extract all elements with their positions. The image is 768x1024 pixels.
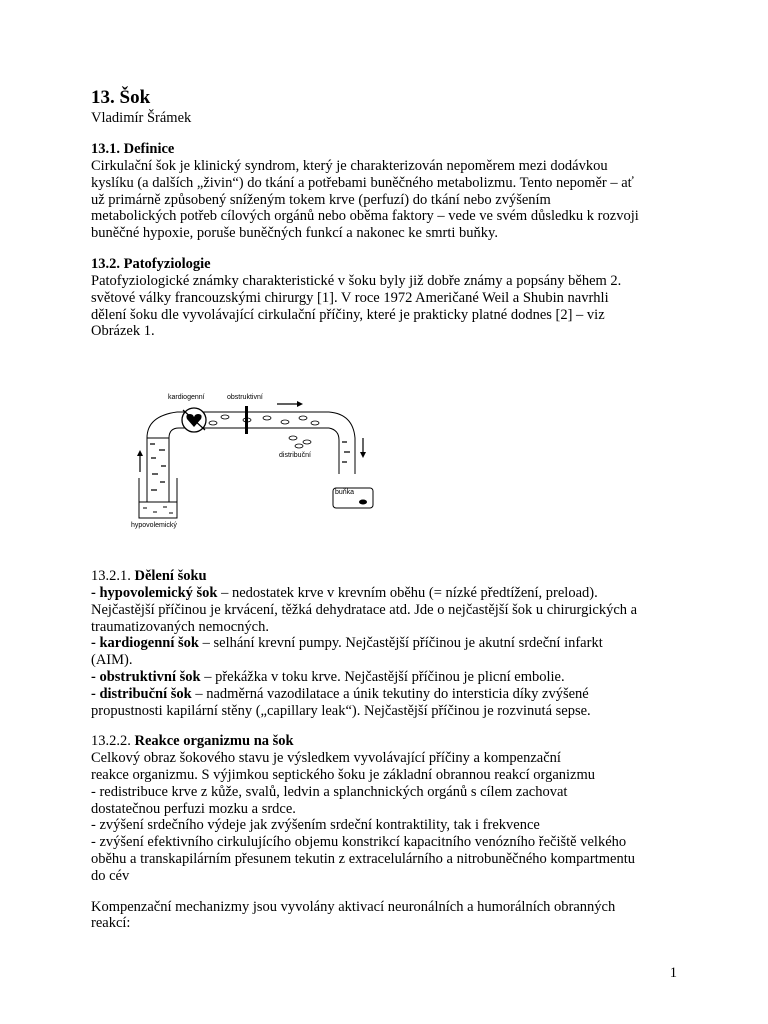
shock-classification-figure [117,394,377,538]
section-body-deleni-soku [91,585,691,719]
text-line: buněčné hypoxie, poruše buněčných funkcí a nakonec ke smrti buňky. [91,225,498,242]
text-line: už primárně způsobený sníženým tokem krve (perfuzí) do tkání nebo zvýšením [91,191,551,208]
text-line: Obrázek 1. [91,323,155,340]
text-line: reakce organizmu. S výjimkou septického šoku je základní obrannou reakcí organizmu [91,766,595,783]
heading-text: Dělení šoku [134,568,207,585]
text-line: dělení šoku dle vyvolávající cirkulační příčiny, které je prakticky platné dodnes [2] – viz [91,306,605,323]
text-line: - redistribuce krve z kůže, svalů, ledvin a splanchnických orgánů s cílem zachovat [91,783,568,800]
flow-arrow-head [297,401,303,407]
left-vessel [147,438,169,502]
term-obstruktivni: - obstruktivní šok [91,668,201,685]
text-line: - zvýšení efektivního cirkulujícího objemu konstrikcí kapacitního venózního řečiště velkého [91,834,627,851]
text-line: Patofyziologické známky charakteristické v šoku byly již dobře známy a popsány během 2. [91,272,622,289]
heading-text: Reakce organizmu na šok [134,733,294,750]
left-arc [147,412,179,438]
label-bunka: buňka [335,489,355,497]
text-line: traumatizovaných nemocných. [91,618,269,635]
section-heading-reakce [91,733,691,750]
section-body-reakce [91,750,691,884]
label-obstruktivni: obstruktivní [227,394,263,402]
text-line [91,669,691,686]
right-vessel-cells [342,442,350,462]
right-vessel [329,412,355,474]
beaker-cells [143,507,173,513]
text-line: světové války francouzskými chirurgy [1]. V roce 1972 Američané Weil a Shubin navrhli [91,289,609,306]
circulation-diagram [117,398,377,538]
section-heading-patofyziologie: 13.2. Patofyziologie [91,255,211,272]
heading-number: 13.2.2. [91,733,135,750]
term-hypovolemicky: - hypovolemický šok [91,584,218,601]
section-body-patofyziologie [91,273,691,340]
blood-cells [195,415,319,448]
chapter-title: 13. Šok [91,87,151,108]
label-distribucni: distribuční [279,452,311,460]
text-line [91,686,691,703]
text-line: kyslíku (a dalších „živin“) do tkání a potřebami buněčného metabolizmu. Tento nepoměr – ať [91,174,634,191]
text-line: propustnosti kapilární stěny („capillary leak“). Nejčastější příčinou je rozvinutá sepse. [91,702,591,719]
down-arrow-head [360,452,366,458]
label-kardiogenni: kardiogenní [168,394,205,402]
text-line: - zvýšení srdečního výdeje jak zvýšením srdeční kontraktility, tak i frekvence [91,817,540,834]
term-definition: – selhání krevní pumpy. Nejčastější příčinou je akutní srdeční infarkt [198,635,603,652]
text-line: Kompenzační mechanizmy jsou vyvolány aktivací neuronálních a humorálních obranných [91,898,616,915]
section-body-definice [91,158,691,242]
label-hypovolemicky: hypovolemický [131,522,177,530]
section-heading-definice: 13.1. Definice [91,141,175,157]
text-line: Celkový obraz šokového stavu je výsledkem vyvolávající příčiny a kompenzační [91,750,561,767]
text-line: metabolických potřeb cílových orgánů nebo oběma faktory – vede ve svém důsledku k rozvoji [91,208,639,225]
page-number: 1 [669,965,677,981]
term-definition: – nedostatek krve v krevním oběhu (= nízké předtížení, preload). [217,584,598,601]
obstruction-bar [245,406,248,434]
term-definition: – překážka v toku krve. Nejčastější příčinou je plicní embolie. [200,668,565,685]
text-line: oběhu a transkapilárním přesunem tekutin z extracelulárního a nitrobuněčného kompartmentu [91,850,635,867]
term-distribucni: - distribuční šok [91,685,192,702]
text-line: dostatečnou perfuzi mozku a srdce. [91,800,296,817]
text-line: Nejčastější příčinou je krvácení, těžká dehydratace atd. Jde o nejčastější šok u chirurgických a [91,601,638,618]
section-heading-deleni-soku [91,568,691,585]
term-definition: – nadměrná vazodilatace a únik tekutiny do intersticia díky zvýšené [191,685,589,702]
text-line: Cirkulační šok je klinický syndrom, který je charakterizován nepoměrem mezi dodávkou [91,158,608,174]
author-name: Vladimír Šrámek [91,110,192,126]
text-line: (AIM). [91,652,133,669]
text-line: do cév [91,867,130,884]
document-page [91,86,691,932]
up-arrow-head [137,450,143,456]
paragraph-kompenzacni [91,899,691,933]
text-line [91,635,691,652]
term-kardiogenni: - kardiogenní šok [91,635,199,652]
text-line [91,585,691,602]
cell-nucleus [359,500,367,505]
heading-number: 13.2.1. [91,568,135,585]
text-line: reakcí: [91,915,131,932]
